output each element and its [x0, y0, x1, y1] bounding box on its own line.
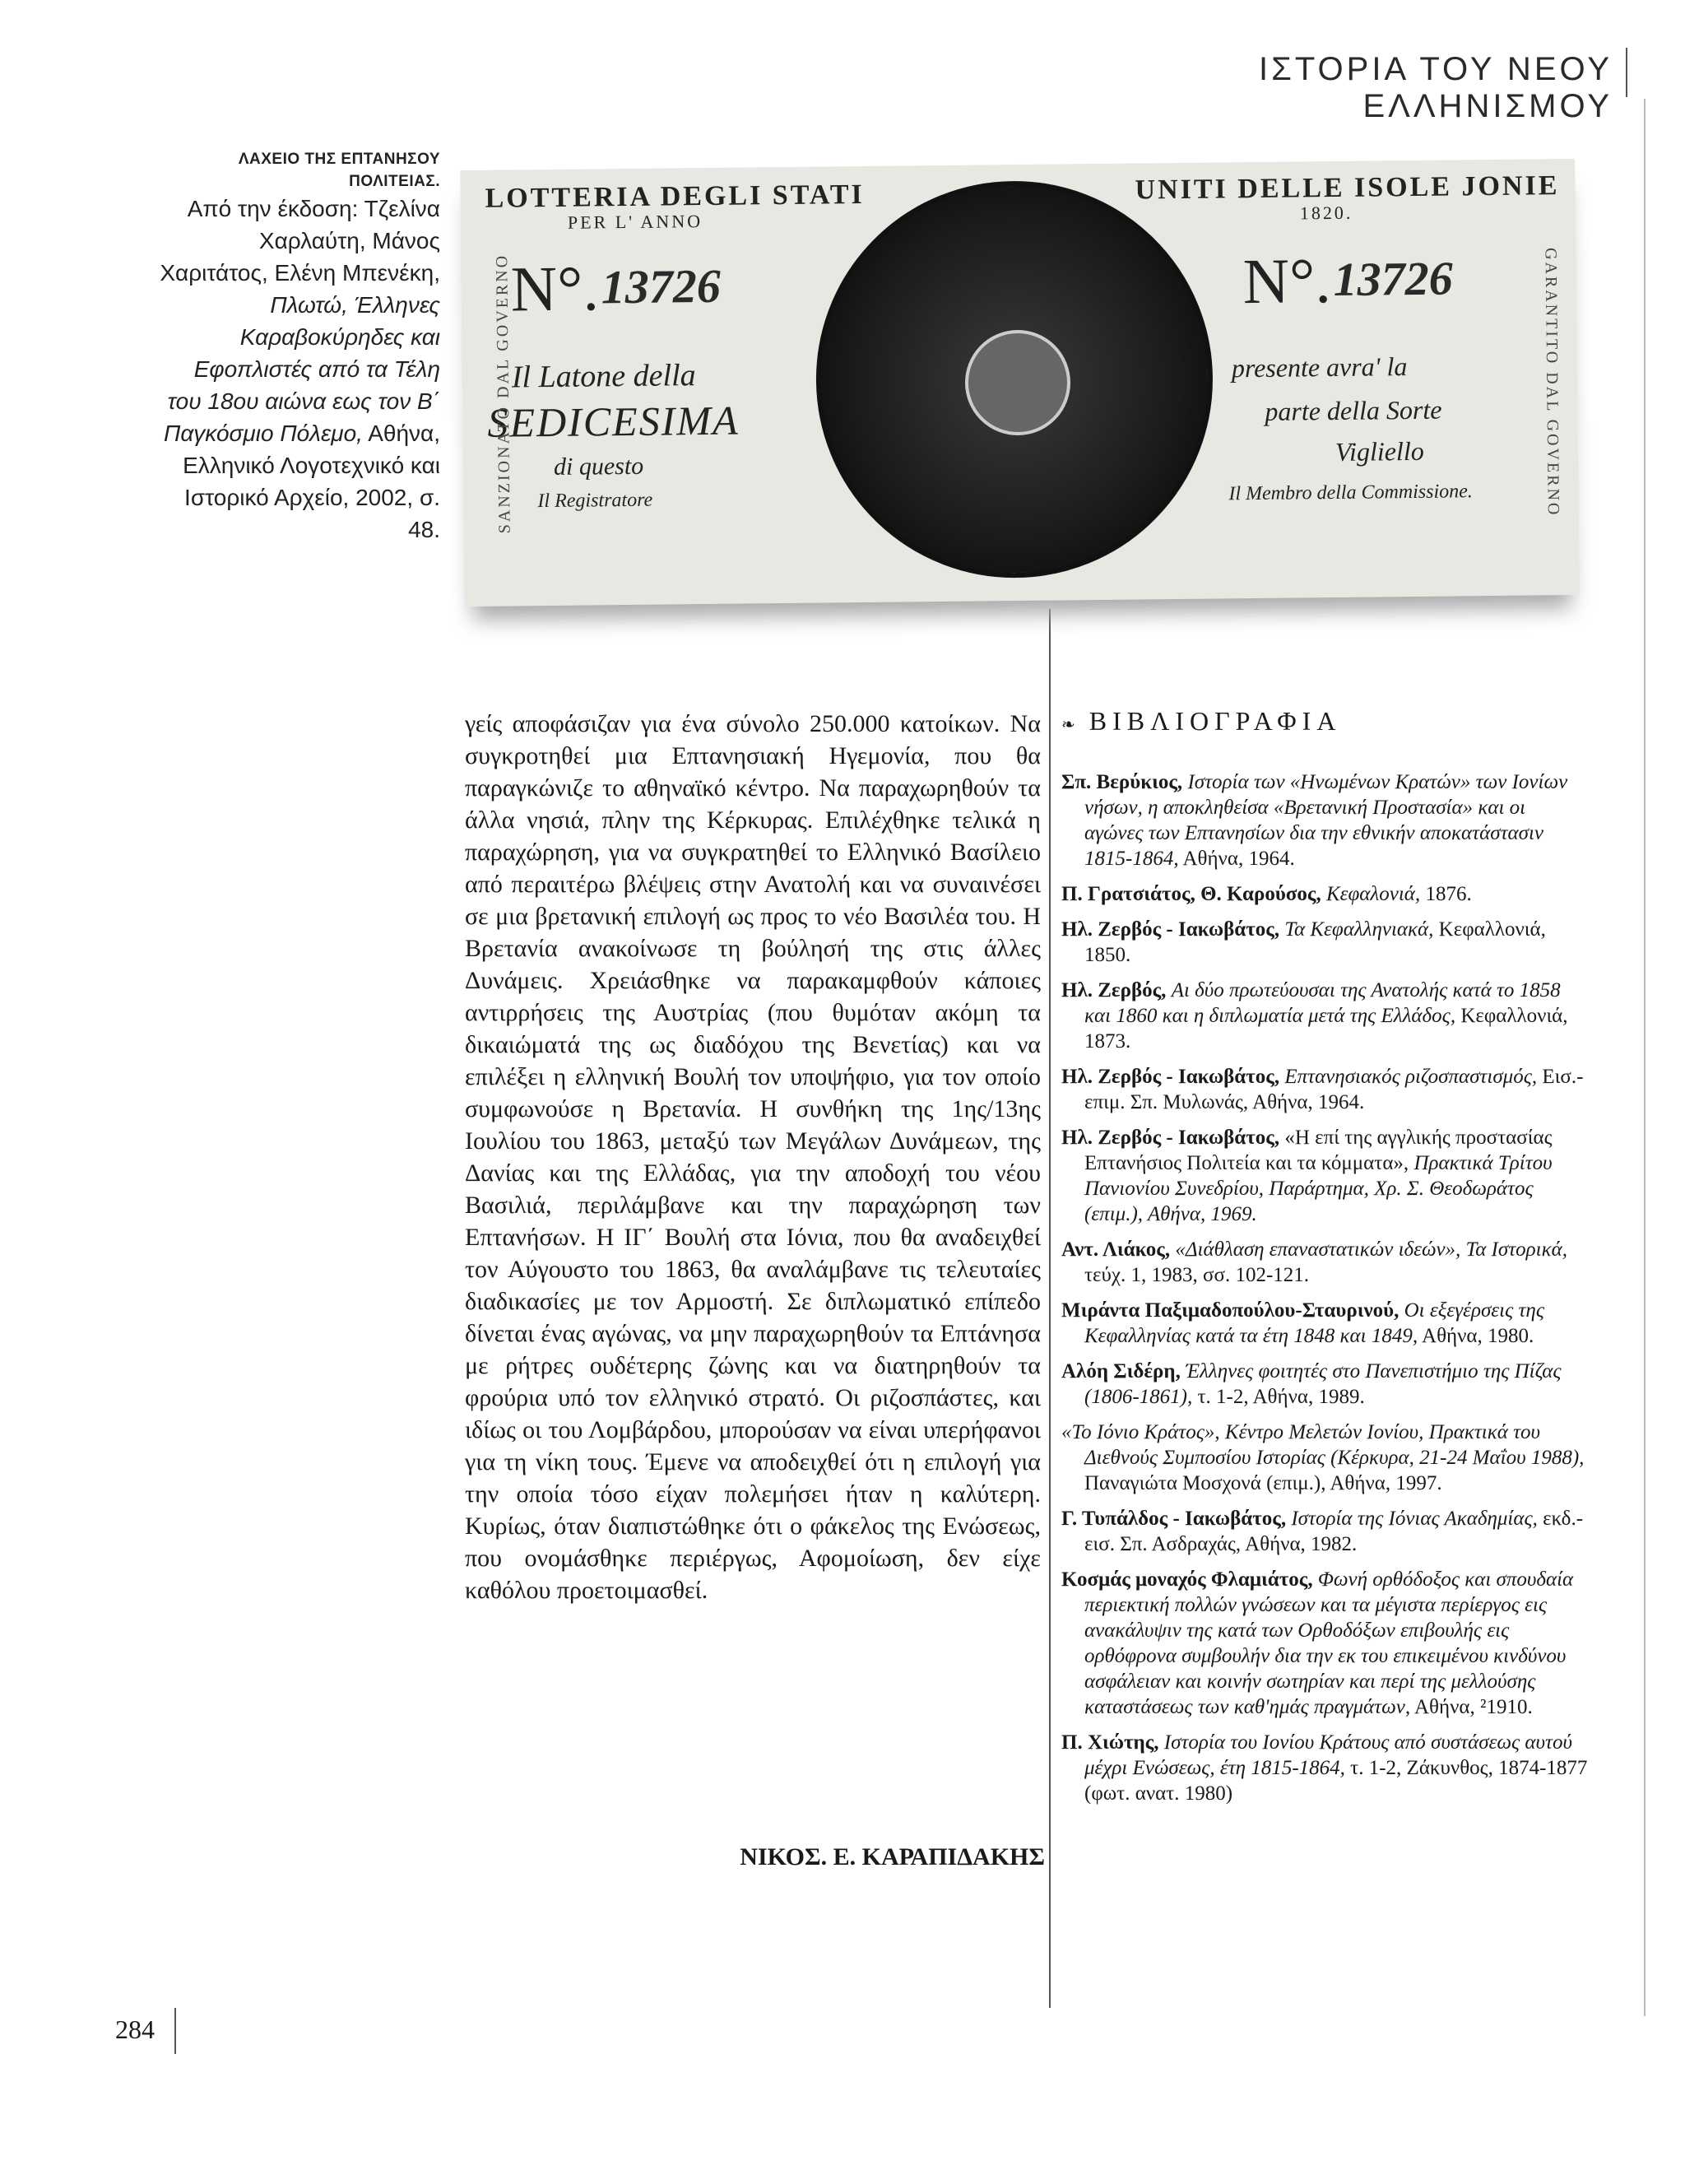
header-rule	[1626, 48, 1627, 97]
bibliography-title: ΒΙΒΛΙΟΓΡΑΦΙΑ	[1089, 706, 1342, 736]
ticket-number-prefix-left: N°.	[510, 252, 600, 325]
entry-author: Μιράντα Παξιμαδοπούλου-Σταυρινού,	[1061, 1299, 1400, 1322]
caption-source: Από την έκδοση: Τζελίνα Χαρλαύτη, Μάνος Χαριτάτος, Ελένη Μπενέκη,	[160, 196, 440, 286]
entry-author: Ηλ. Ζερβός - Ιακωβάτος,	[1061, 1127, 1280, 1149]
entry-title: Κεφαλονιά,	[1325, 883, 1421, 905]
ornament-icon: ❧	[1061, 716, 1081, 734]
entry-details: 1876.	[1425, 883, 1472, 905]
ticket-left-script: Il Latone della	[511, 358, 696, 395]
entry-details: Αθήνα, 1964.	[1182, 848, 1295, 870]
article-paragraph: γείς αποφάσιζαν για ένα σύνολο 250.000 κατοίκων. Να συγκροτηθεί μια Επτανησιακή Ηγεμονία, που θα παραγκώνιζε το αθηναϊκό κέντρο. Να παραχωρηθούν τα άλλα νησιά, πλην της Κέρκυρας. Επιλέχθηκε τελικά η παραχώρηση, για να συγκρατηθεί το Ελληνικό Βασίλειο από περαιτέρω βλέψεις στην Ανατολή και να συναινέσει σε μια βρετανική επιλογή ως προς το νέο Βασιλέα του. Η Βρετανία ανακοίνωσε τη βούλησή της στις άλλες Δυνάμεις. Χρειάσθηκε να παρακαμφθούν κάποιες αντιρρήσεις της Αυστρίας (που θυμόταν ακόμη τα δικαιώματά της ως διαδόχου της Βενετίας) και να επιλέξει η ελληνική Βουλή τον υποψήφιο, για τον οποίο συμφωνούσε η Βρετανία. Η συνθήκη της 1ης/13ης Ιουλίου του 1863, μεταξύ των Μεγάλων Δυνάμεων, της Δανίας και της Ελλάδας, για την αποδοχή του νέου Βασιλιά, περιλάμβανε και την παραχώρηση των Επτανήσων. Η ΙΓ΄ Βουλή στα Ιόνια, που θα αναδειχθεί τον Αύγουστο του 1863, θα αναλάμβανε τις τελευταίες διαδικασίες με τον Αρμοστή. Σε διπλωματικό επίπεδο δίνεται ένας αγώνας, να μην παραχωρηθούν τα Επτάνησα με ρήτρες ουδέτερης ζώνης και να διατηρηθούν τα φρούρια υπό τον ελληνικό στρατό. Οι ριζοσπάστες, και ιδίως οι του Λομβάρδου, μπορούσαν να είναι υπερήφανοι για τη νίκη τους. Έμενε να αποδειχθεί ότι η επιλογή για την οποία τόσο είχαν πολεμήσει ήταν η καλύτερη. Κυρίως, όταν διαπιστώθηκε ότι ο φάκελος της Ενώσεως, που ονομάσθηκε περιέργως, Αφομοίωση, δεν είχε καθόλου προετοιμασθεί.	[465, 710, 1041, 1604]
caption-publisher: Αθήνα, Ελληνικό Λογοτεχνικό και Ιστορικό Αρχείο, 2002, σ. 48.	[183, 421, 440, 542]
bibliography-entry	[1061, 1064, 1588, 1115]
entry-details: Πρακτικά Τρίτου Πανιονίου Συνεδρίου, Παράρτημα, Χρ. Σ. Θεοδωράτος (επιμ.), Αθήνα, 1969.	[1084, 1152, 1553, 1225]
bibliography-entry	[1061, 769, 1588, 871]
lottery-wheel-emblem	[814, 179, 1214, 580]
ticket-right-subtitle: 1820.	[1299, 202, 1353, 224]
entry-title: Φωνή ορθόδοξος και σπουδαία περιεκτική πολλών γνώσεων και τα μέγιστα περίεργος εις ανακάλυψιν της κατά των Ορθοδόξων επιβουλής εις ορθόφρονα συμβουλήν δια την εκ του επικειμένου κινδύνου ασφάλειαν και κοινήν σωτηρίαν και περί της μελλούσης καταστάσεως των καθ'ημάς πραγμάτων,	[1084, 1568, 1574, 1718]
entry-details: Εισ.-επιμ. Σπ. Μυλωνάς, Αθήνα, 1964.	[1084, 1066, 1584, 1113]
bibliography-list	[1061, 769, 1588, 1816]
bibliography-entry	[1061, 1420, 1588, 1496]
lottery-ticket-image	[460, 159, 1579, 606]
page-number-rule	[174, 2008, 176, 2054]
entry-title: Ιστορία της Ιόνιας Ακαδημίας,	[1291, 1508, 1538, 1530]
ticket-left-big: SEDICESIMA	[487, 397, 740, 446]
entry-title: Αι δύο πρωτεύουσαι της Ανατολής κατά το 1858 και 1860 και η διπλωματία μετά της Ελλάδος,	[1084, 979, 1561, 1027]
bibliography-entry	[1061, 1298, 1588, 1349]
figure-caption	[156, 148, 440, 546]
entry-author: Ηλ. Ζερβός,	[1061, 979, 1167, 1001]
entry-details: Αθήνα, ²1910.	[1413, 1696, 1533, 1718]
entry-author: Ηλ. Ζερβός - Ιακωβάτος,	[1061, 1066, 1280, 1088]
ticket-right-sign: Il Membro della Commissione.	[1228, 481, 1473, 505]
bibliography-entry	[1061, 1125, 1588, 1227]
article-author: ΝΙΚΟΣ. Ε. ΚΑΡΑΠΙΔΑΚΗΣ	[740, 1843, 1045, 1870]
entry-title: Επτανησιακός ριζοσπαστισμός,	[1284, 1066, 1538, 1088]
bibliography-entry	[1061, 917, 1588, 968]
entry-author: Κοσμάς μοναχός Φλαμιάτος,	[1061, 1568, 1313, 1591]
ticket-right-side-text: GARANTITO DAL GOVERNO	[1541, 247, 1562, 518]
bibliography-entry	[1061, 978, 1588, 1054]
bibliography-entry	[1061, 1237, 1588, 1288]
ticket-left-side-text: SANZIONATO DAL GOVERNO	[493, 253, 514, 534]
entry-title: Ιστορία των «Ηνωμένων Κρατών» των Ιονίων νήσων, η αποκληθείσα «Βρετανική Προστασία» και οι αγώνες των Επτανησίων δια την εθνικήν αποκατάστασιν 1815-1864,	[1084, 771, 1568, 870]
ticket-number-left: 13726	[601, 258, 722, 314]
bibliography-entry	[1061, 1730, 1588, 1806]
entry-details: τ. 1-2, Αθήνα, 1989.	[1197, 1386, 1365, 1408]
entry-title: Οι εξεγέρσεις της Κεφαλληνίας κατά τα έτη 1848 και 1849,	[1084, 1299, 1544, 1347]
entry-author: Π. Γρατσιάτος, Θ. Καρούσος,	[1061, 883, 1321, 905]
entry-author: Σπ. Βερύκιος,	[1061, 771, 1183, 793]
ticket-right-script3: Vigliello	[1335, 435, 1424, 467]
caption-label: ΛΑΧΕΙΟ ΤΗΣ ΕΠΤΑΝΗΣΟΥ ΠΟΛΙΤΕΙΑΣ.	[238, 151, 440, 190]
ticket-number-prefix-right: N°.	[1242, 244, 1332, 318]
ticket-right-script2: parte della Sorte	[1265, 394, 1442, 426]
bibliography-heading	[1061, 706, 1341, 737]
ticket-right-title: UNITI DELLE ISOLE JONIE	[1135, 170, 1560, 206]
entry-author: Π. Χιώτης,	[1061, 1731, 1159, 1754]
entry-details: Κεφαλλονιά, 1850.	[1084, 918, 1546, 966]
running-header: ΙΣΤΟΡΙΑ ΤΟΥ ΝΕΟΥ ΕΛΛΗΝΙΣΜΟΥ	[1259, 51, 1613, 124]
entry-author: Αντ. Λιάκος,	[1061, 1238, 1171, 1261]
entry-title: Τα Κεφαλληνιακά,	[1284, 918, 1434, 941]
entry-title: «Το Ιόνιο Κράτος», Κέντρο Μελετών Ιονίου, Πρακτικά του Διεθνούς Συμποσίου Ιστορίας (Κέρκυρα, 21-24 Μαΐου 1988),	[1061, 1421, 1585, 1469]
entry-details: Παναγιώτα Μοσχονά (επιμ.), Αθήνα, 1997.	[1084, 1472, 1442, 1494]
entry-details: εκδ.-εισ. Σπ. Ασδραχάς, Αθήνα, 1982.	[1084, 1508, 1584, 1555]
entry-details: τεύχ. 1, 1983, σσ. 102-121.	[1084, 1264, 1310, 1286]
entry-title: «Η επί της αγγλικής προστασίας Επτανήσιος Πολιτεία και τα κόμματα»,	[1084, 1127, 1553, 1174]
ticket-left-subtitle: PER L' ANNO	[567, 211, 703, 233]
entry-details: Αθήνα, 1980.	[1422, 1325, 1534, 1347]
caption-book-title: Πλωτώ, Έλληνες Καραβοκύρηδες και Εφοπλιστές από τα Τέλη του 18ου αιώνα εως τον Β΄ Παγκόσμιο Πόλεμο,	[164, 292, 440, 446]
bibliography-entry	[1061, 881, 1588, 907]
entry-title: Ιστορία του Ιονίου Κράτους από συστάσεως αυτού μέχρι Ενώσεως, έτη 1815-1864,	[1084, 1731, 1572, 1779]
article-body	[465, 708, 1041, 1606]
column-divider	[1049, 609, 1051, 2008]
page-edge-rule	[1644, 99, 1646, 2016]
ticket-left-sign: Il Registratore	[537, 489, 653, 513]
entry-title: Έλληνες φοιτητές στο Πανεπιστήμιο της Πίζας (1806-1861),	[1084, 1360, 1562, 1408]
entry-author: Ηλ. Ζερβός - Ιακωβάτος,	[1061, 918, 1280, 941]
entry-details: τ. 1-2, Ζάκυνθος, 1874-1877 (φωτ. ανατ. 1980)	[1084, 1757, 1588, 1805]
page-number: 284	[115, 2014, 155, 2044]
entry-author: Αλόη Σιδέρη,	[1061, 1360, 1181, 1382]
ticket-left-title: LOTTERIA DEGLI STATI	[485, 179, 866, 214]
bibliography-entry	[1061, 1359, 1588, 1410]
ticket-left-script2: di questo	[553, 452, 644, 481]
entry-details: Κεφαλλονιά, 1873.	[1084, 1005, 1568, 1053]
coat-of-arms-icon	[964, 329, 1070, 435]
entry-title: «Διάθλαση επαναστατικών ιδεών», Τα Ιστορικά,	[1175, 1238, 1567, 1261]
ticket-number-right: 13726	[1333, 251, 1454, 306]
bibliography-entry	[1061, 1506, 1588, 1557]
ticket-right-script: presente avra' la	[1231, 351, 1408, 383]
bibliography-entry	[1061, 1567, 1588, 1720]
entry-author: Γ. Τυπάλδος - Ιακωβάτος,	[1061, 1508, 1287, 1530]
